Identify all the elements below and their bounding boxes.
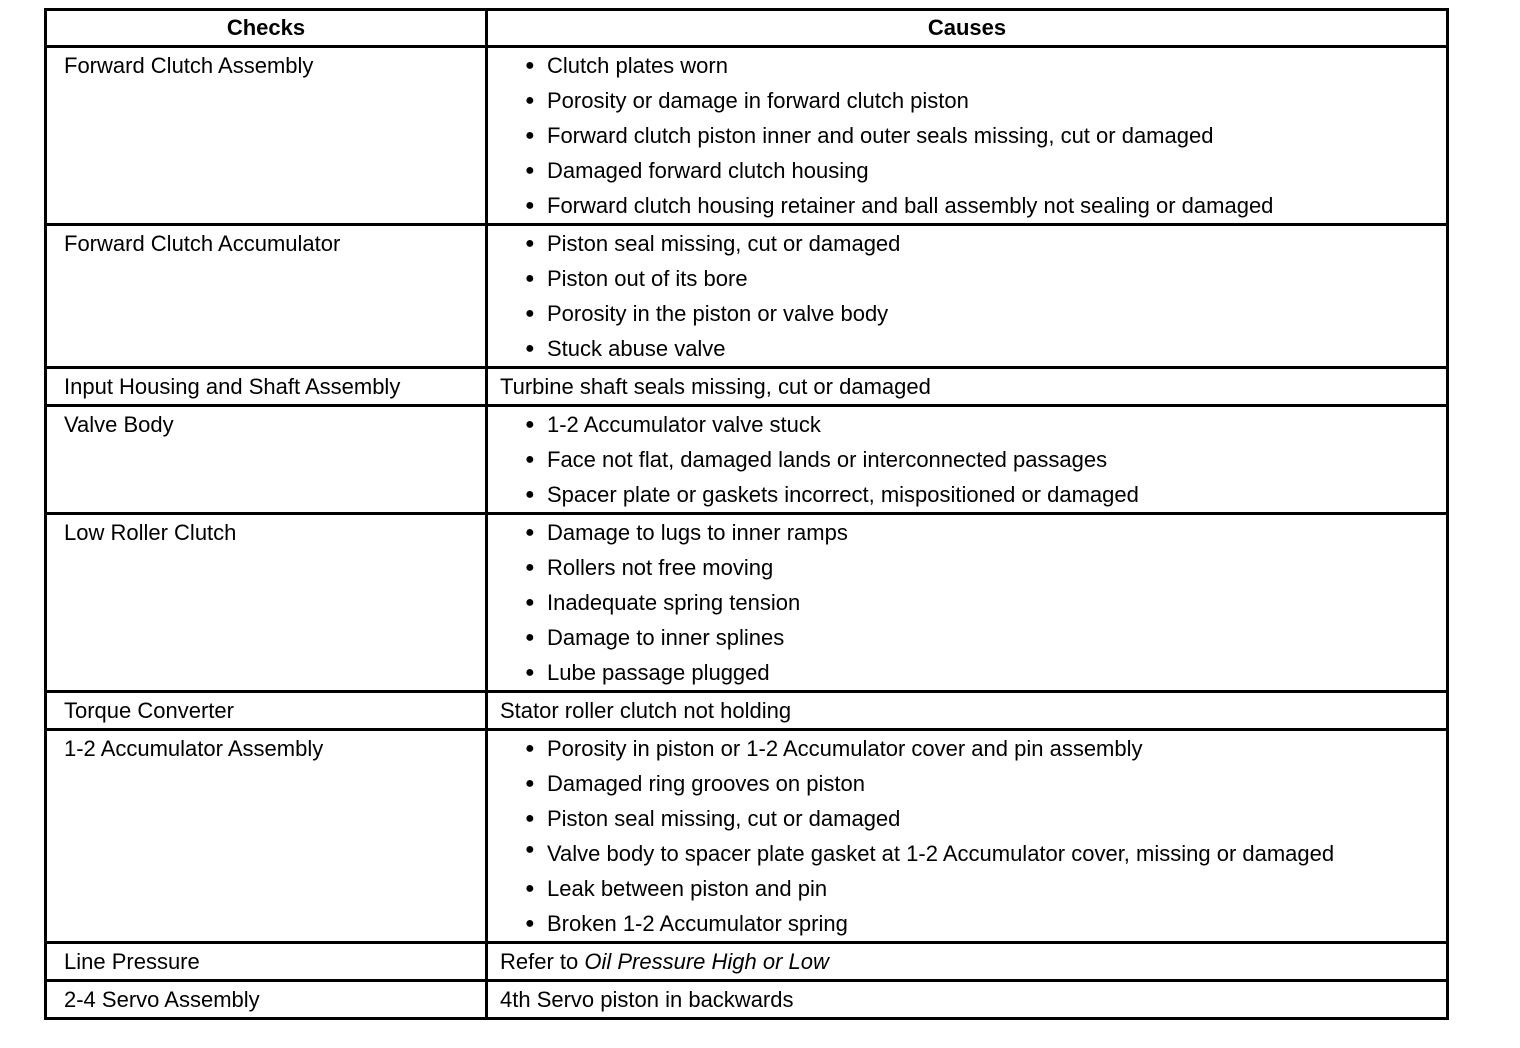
causes-cell	[487, 514, 1448, 692]
bullet-icon: ●	[525, 524, 535, 541]
table-row	[46, 692, 1448, 730]
causes-cell	[487, 47, 1448, 225]
cause-item: ● Spacer plate or gaskets incorrect, mispositioned or damaged	[522, 477, 1406, 512]
bullet-icon: ●	[525, 451, 535, 468]
cause-item: ● Piston seal missing, cut or damaged	[522, 801, 1406, 836]
check-cell: Torque Converter	[46, 692, 487, 730]
table-row	[46, 225, 1448, 368]
check-cell: Low Roller Clutch	[46, 514, 487, 692]
causes-header: Causes	[487, 10, 1448, 47]
bullet-icon: ●	[525, 197, 535, 214]
checks-header: Checks	[46, 10, 487, 47]
cause-prefix: Refer to	[500, 949, 585, 974]
cause-item: ● Stuck abuse valve	[522, 331, 1406, 366]
bullet-icon: ●	[525, 270, 535, 287]
table-row	[46, 943, 1448, 981]
table-row	[46, 47, 1448, 225]
cause-item: ● Lube passage plugged	[522, 655, 1406, 690]
table-row	[46, 981, 1448, 1019]
cause-item: ● Face not flat, damaged lands or interconnected passages	[522, 442, 1406, 477]
cause-item: ● Damage to lugs to inner ramps	[522, 515, 1406, 550]
cause-item: ● Piston seal missing, cut or damaged	[522, 226, 1406, 261]
check-cell: Forward Clutch Assembly	[46, 47, 487, 225]
cause-item: ● Rollers not free moving	[522, 550, 1406, 585]
causes-cell	[487, 730, 1448, 943]
causes-cell	[487, 225, 1448, 368]
bullet-icon: ●	[525, 416, 535, 433]
check-cell: Input Housing and Shaft Assembly	[46, 368, 487, 406]
cause-text	[500, 944, 1406, 979]
bullet-icon: ●	[525, 841, 535, 858]
cause-item: ● Clutch plates worn	[522, 48, 1406, 83]
cause-item: ● Inadequate spring tension	[522, 585, 1406, 620]
bullet-icon: ●	[525, 880, 535, 897]
cause-item: ● Damage to inner splines	[522, 620, 1406, 655]
bullet-icon: ●	[525, 629, 535, 646]
cause-item: ● Forward clutch piston inner and outer seals missing, cut or damaged	[522, 118, 1406, 153]
bullet-icon: ●	[525, 559, 535, 576]
bullet-icon: ●	[525, 486, 535, 503]
cause-item: ● Valve body to spacer plate gasket at 1-2 Accumulator cover, missing or damaged	[522, 836, 1406, 871]
bullet-icon: ●	[525, 810, 535, 827]
cause-item: ● Piston out of its bore	[522, 261, 1406, 296]
causes-cell	[487, 368, 1448, 406]
cause-text: 4th Servo piston in backwards	[500, 987, 794, 1012]
causes-cell	[487, 981, 1448, 1019]
check-cell: Forward Clutch Accumulator	[46, 225, 487, 368]
bullet-icon: ●	[525, 92, 535, 109]
cause-list	[500, 731, 1406, 941]
bullet-icon: ●	[525, 740, 535, 757]
cause-item: ● Porosity or damage in forward clutch piston	[522, 83, 1406, 118]
bullet-icon: ●	[525, 915, 535, 932]
table-row	[46, 730, 1448, 943]
bullet-icon: ●	[525, 340, 535, 357]
cause-item: ● 1-2 Accumulator valve stuck	[522, 407, 1406, 442]
causes-cell	[487, 692, 1448, 730]
cause-item: ● Leak between piston and pin	[522, 871, 1406, 906]
cause-item: ● Porosity in piston or 1-2 Accumulator cover and pin assembly	[522, 731, 1406, 766]
header-row	[46, 10, 1448, 47]
causes-cell	[487, 943, 1448, 981]
cause-list	[500, 515, 1406, 690]
check-cell: Line Pressure	[46, 943, 487, 981]
table-row	[46, 368, 1448, 406]
cause-list	[500, 407, 1406, 512]
cause-reference: Oil Pressure High or Low	[584, 949, 829, 974]
cause-text: Stator roller clutch not holding	[500, 698, 792, 723]
bullet-icon: ●	[525, 305, 535, 322]
bullet-icon: ●	[525, 162, 535, 179]
table-row	[46, 514, 1448, 692]
causes-cell	[487, 406, 1448, 514]
cause-list	[500, 48, 1406, 223]
bullet-icon: ●	[525, 127, 535, 144]
bullet-icon: ●	[525, 594, 535, 611]
bullet-icon: ●	[525, 775, 535, 792]
bullet-icon: ●	[525, 664, 535, 681]
cause-item: ● Broken 1-2 Accumulator spring	[522, 906, 1406, 941]
cause-item: ● Porosity in the piston or valve body	[522, 296, 1406, 331]
check-cell: Valve Body	[46, 406, 487, 514]
cause-item: ● Damaged ring grooves on piston	[522, 766, 1406, 801]
diagnosis-table	[44, 8, 1449, 1020]
cause-text: Turbine shaft seals missing, cut or damaged	[500, 374, 931, 399]
cause-item: ● Damaged forward clutch housing	[522, 153, 1406, 188]
bullet-icon: ●	[525, 235, 535, 252]
check-cell: 2-4 Servo Assembly	[46, 981, 487, 1019]
cause-item: ● Forward clutch housing retainer and ball assembly not sealing or damaged	[522, 188, 1406, 223]
check-cell: 1-2 Accumulator Assembly	[46, 730, 487, 943]
bullet-icon: ●	[525, 57, 535, 74]
table-row	[46, 406, 1448, 514]
cause-list	[500, 226, 1406, 366]
